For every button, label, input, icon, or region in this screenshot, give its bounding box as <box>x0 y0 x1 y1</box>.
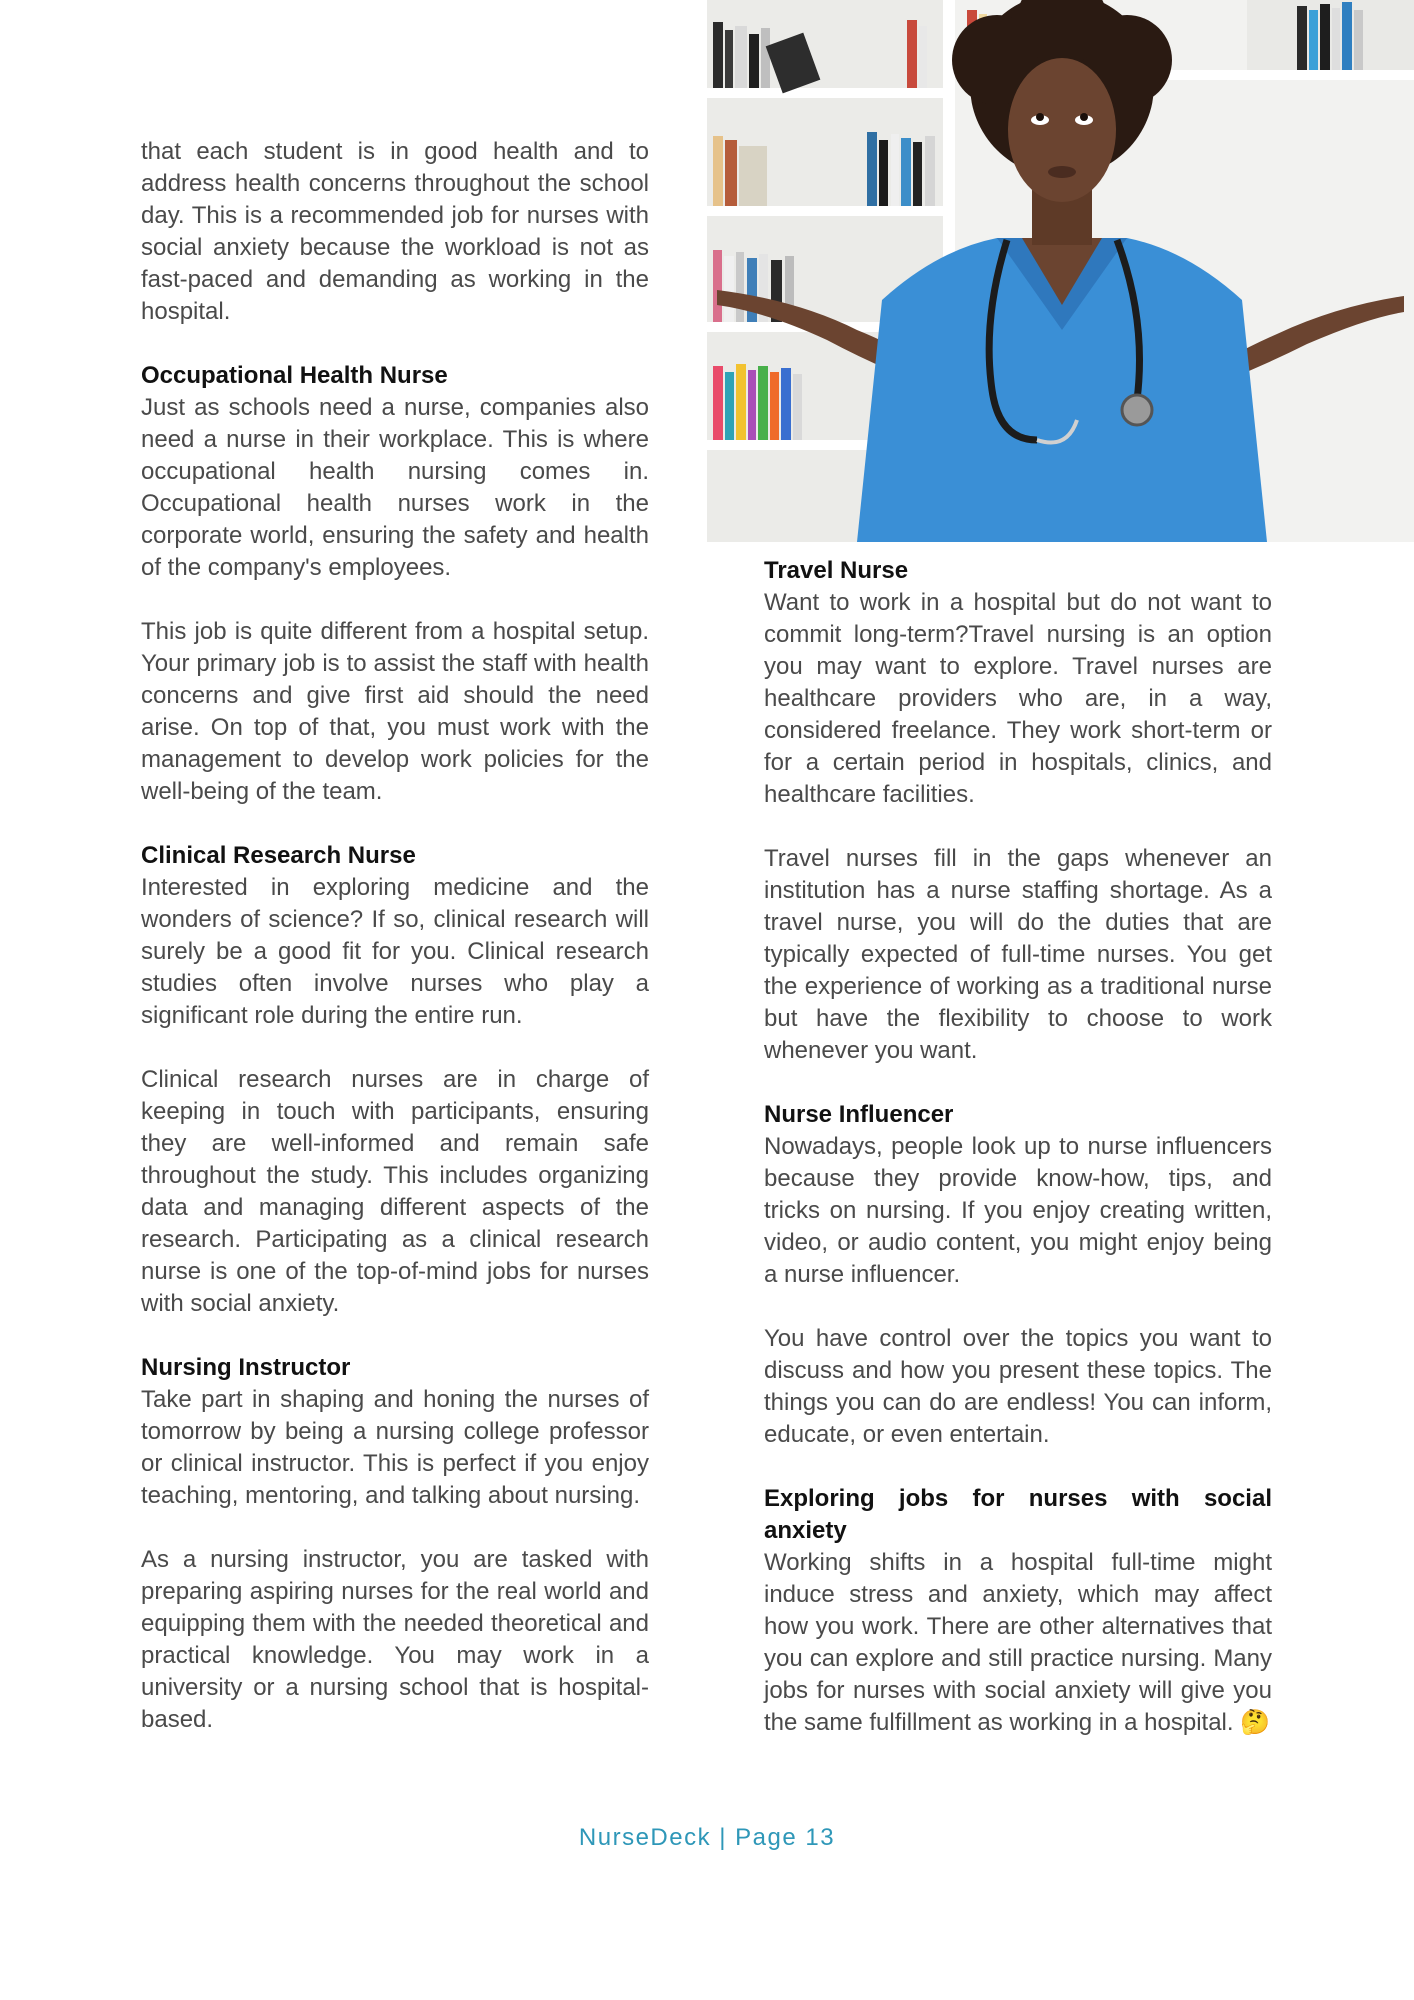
occupational-paragraph-2: This job is quite different from a hospital setup. Your primary job is to assist the staff with health concerns and give first aid should the need arise. On top of that, you must work with the management to develop work policies for the well-being of the team. <box>141 618 649 805</box>
instructor-heading: Nursing Instructor <box>141 1354 351 1381</box>
nurse-illustration <box>707 0 1414 542</box>
instructor-paragraph-2: As a nursing instructor, you are tasked with preparing aspiring nurses for the real world and equipping them with the needed theoretical and practical knowledge. You may work in a university or a nursing school that is hospital-based. <box>141 1546 649 1733</box>
travel-heading: Travel Nurse <box>764 557 909 584</box>
travel-paragraph-1: Want to work in a hospital but do not want to commit long-term?Travel nursing is an option you may want to explore. Travel nurses are healthcare providers who are, in a way, considered freelance. They work short-term or for a certain period in hospitals, clinics, and healthcare facilities. <box>764 589 1272 808</box>
exploring-heading: Exploring jobs for nurses with social anxiety <box>764 1485 1272 1544</box>
occupational-paragraph-1: Just as schools need a nurse, companies also need a nurse in their workplace. This is where occupational health nursing comes in. Occupational health nurses work in the corporate world, ensuring the safety and health of the company's employees. <box>141 394 649 581</box>
right-column <box>764 555 1272 1739</box>
clinical-paragraph-1: Interested in exploring medicine and the wonders of science? If so, clinical research will surely be a good fit for you. Clinical research studies often involve nurses who play a significant role during the entire run. <box>141 874 649 1029</box>
influencer-heading: Nurse Influencer <box>764 1101 954 1128</box>
influencer-paragraph-1: Nowadays, people look up to nurse influencers because they provide know-how, tips, and tricks on nursing. If you enjoy creating written, video, or audio content, you might enjoy being a nurse influencer. <box>764 1133 1272 1288</box>
nurse-photo <box>707 0 1414 542</box>
instructor-paragraph-1: Take part in shaping and honing the nurses of tomorrow by being a nursing college professor or clinical instructor. This is perfect if you enjoy teaching, mentoring, and talking about nursing. <box>141 1386 649 1509</box>
occupational-heading: Occupational Health Nurse <box>141 362 448 389</box>
influencer-paragraph-2: You have control over the topics you want to discuss and how you present these topics. The things you can do are endless! You can inform, educate, or even entertain. <box>764 1325 1272 1448</box>
travel-paragraph-2: Travel nurses fill in the gaps whenever an institution has a nurse staffing shortage. As a travel nurse, you will do the duties that are typically expected of full-time nurses. You get the experience of working as a traditional nurse but have the flexibility to choose to work whenever you want. <box>764 845 1272 1064</box>
exploring-paragraph-1: Working shifts in a hospital full-time might induce stress and anxiety, which may affect how you work. There are other alternatives that you can explore and still practice nursing. Many jobs for nurses with social anxiety will give you the same fulfillment as working in a hospital. 🤔 <box>764 1549 1272 1736</box>
page-footer: NurseDeck | Page 13 <box>578 1824 836 1851</box>
clinical-heading: Clinical Research Nurse <box>141 842 416 869</box>
left-column <box>141 136 649 1736</box>
clinical-paragraph-2: Clinical research nurses are in charge of keeping in touch with participants, ensuring they are well-informed and remain safe throughout the study. This includes organizing data and managing different aspects of the research. Participating as a clinical research nurse is one of the top-of-mind jobs for nurses with social anxiety. <box>141 1066 649 1317</box>
intro-paragraph: that each student is in good health and to address health concerns throughout the school day. This is a recommended job for nurses with social anxiety because the workload is not as fast-paced and demanding as working in the hospital. <box>141 138 649 325</box>
